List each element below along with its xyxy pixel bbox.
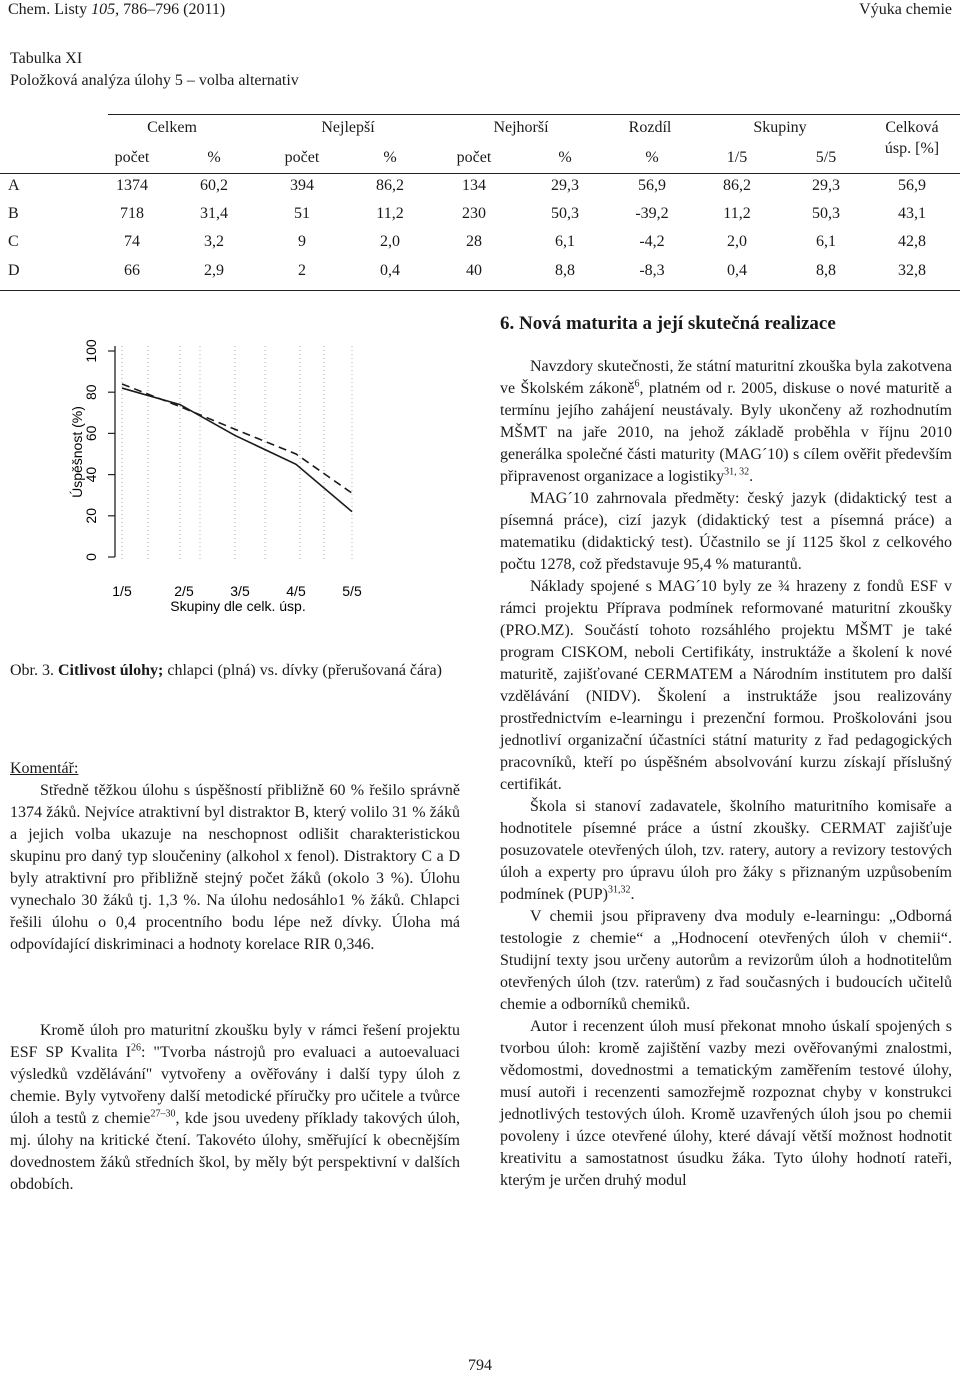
- esf-paragraph: [10, 1020, 460, 1196]
- group-header: Rozdíl: [628, 119, 672, 136]
- page-number: 794: [468, 1357, 492, 1374]
- table-cell: 134: [462, 177, 486, 194]
- table-cell: -4,2: [639, 233, 665, 250]
- journal-citation: Chem. Listy 105, 786–796 (2011): [8, 1, 226, 18]
- row-label: C: [8, 233, 19, 250]
- column-header: 1/5: [726, 149, 748, 166]
- table-cell: -8,3: [639, 262, 665, 279]
- table-top-rule: [108, 114, 960, 115]
- table-cell: 11,2: [376, 205, 404, 222]
- x-tick-label: 3/5: [230, 583, 250, 599]
- table-cell: 56,9: [638, 177, 666, 194]
- section-p1: Navzdory skutečnosti, že státní maturitní zkouška byla zakotvena ve Školském zákoně$^6$, platném od r. 2005, diskuse o nové maturitě a termínu jejího zahájení neustávaly. Byly ukončeny až rozhodnutím MŠMT na jaře 2010, na jehož základě proběhla v říjnu 2010 generálka společné části maturity (MAG´10) s cílem ověřit především připravenost organizace a logistiky$^{31, 32}$.: [500, 358, 953, 485]
- table-bottom-rule: [0, 290, 960, 291]
- table-cell: 86,2: [376, 177, 404, 194]
- table-cell: 50,3: [551, 205, 579, 222]
- table-cell: 74: [124, 233, 140, 250]
- table-cell: 3,2: [204, 233, 224, 250]
- column-header: %: [558, 149, 572, 166]
- table-cell: 42,8: [898, 233, 926, 250]
- table-cell: 718: [120, 205, 144, 222]
- column-header: 5/5: [815, 149, 837, 166]
- y-tick-label: 40: [83, 466, 99, 483]
- table-cell: 29,3: [551, 177, 579, 194]
- table-cell: 1374: [116, 177, 148, 194]
- table-header-rule: [0, 173, 960, 174]
- y-tick-label: 0: [83, 553, 99, 561]
- komentar-paragraph: [10, 780, 460, 956]
- table-cell: 56,9: [898, 177, 926, 194]
- column-header: počet: [456, 149, 492, 166]
- column-header: %: [383, 149, 397, 166]
- data-table: [0, 114, 960, 294]
- section-p5: V chemii jsou připraveny dva moduly e-learningu: „Odborná testologie z chemie“ a „Hodnocení otevřených úloh v chemii“. Studijní texty jsou určeny autorům a revizorům úloh a hodnotitelům otevřených úloh (tzv. raterům) z řad současných i budoucích učitelů chemie a odborníků chemiků.: [500, 908, 952, 1013]
- group-header: Celkem: [147, 119, 197, 136]
- table-cell: 2: [298, 262, 306, 279]
- table-cell: 0,4: [727, 262, 747, 279]
- table-cell: -39,2: [635, 205, 669, 222]
- table-cell: 40: [466, 262, 482, 279]
- row-label: A: [8, 177, 20, 194]
- section-p6: Autor i recenzent úloh musí překonat mnoho úskalí spojených s tvorbou úloh: kromě zajištění vazby mezi ověřovanými znalostmi, vědomostmi, dovednostmi a tematickým zaměřením testové úlohy, musí autoři i recenzenti samozřejmě rozpoznat chyby v konstrukci jednotlivých testových úloh. Kromě uzavřených úloh jsou po chemii povoleny i úzce otevřené úlohy, které dávají větší možnost hodnotit kreativitu a samostatnost úsudku žáka. Tyto úlohy hodnotí rateři, kterým je určen druhý modul: [500, 1018, 952, 1189]
- row-label: B: [8, 205, 19, 222]
- table-cell: 43,1: [898, 205, 926, 222]
- column-header: %: [645, 149, 659, 166]
- section-body: [500, 356, 952, 1192]
- table-cell: 31,4: [200, 205, 228, 222]
- row-label: D: [8, 262, 20, 279]
- section-heading: 6. Nová maturita a její skutečná realizace: [500, 313, 836, 334]
- y-axis-label: Úspěšnost (%): [69, 406, 85, 498]
- x-tick-label: 2/5: [174, 583, 194, 599]
- section-p2: MAG´10 zahrnovala předměty: český jazyk (didaktický test a písemná práce), cizí jazyk (didaktický test a písemná práce) a matematiku (didaktický test). Účastnilo se jí 1125 škol z celkového počtu 1278, což představuje 95,4 % maturantů.: [500, 490, 952, 573]
- x-tick-label: 4/5: [286, 583, 306, 599]
- table-label: Tabulka XI: [10, 50, 83, 67]
- column-header: počet: [284, 149, 320, 166]
- table-cell: 9: [298, 233, 306, 250]
- table-cell: 6,1: [816, 233, 836, 250]
- table-cell: 60,2: [200, 177, 228, 194]
- table-title: Položková analýza úlohy 5 – volba alternativ: [10, 72, 299, 89]
- last-header: Celková: [885, 119, 939, 136]
- table-cell: 66: [124, 262, 140, 279]
- table-cell: 394: [290, 177, 314, 194]
- group-header: Nejlepší: [321, 119, 375, 136]
- y-tick-label: 60: [83, 425, 99, 442]
- table-cell: 11,2: [723, 205, 751, 222]
- section-p4: Škola si stanoví zadavatele, školního maturitního komisaře a hodnotitele písemné práce a ústní zkoušky. CERMAT zajišťuje posuzovatele otevřených úloh, tzv. ratery, autory a revizory testových úloh a experty pro úpravu úloh pro žáky s přiznaným uzpůsobením podmínek (PUP)$^{31,32}$.: [500, 798, 952, 903]
- series-dashed-line: [122, 384, 352, 493]
- table-cell: 86,2: [723, 177, 751, 194]
- figure-caption: Obr. 3. Citlivost úlohy; chlapci (plná) vs. dívky (přerušovaná čára): [10, 662, 442, 679]
- table-cell: 2,0: [380, 233, 400, 250]
- table-cell: 2,0: [727, 233, 747, 250]
- group-header: Nejhorší: [493, 119, 549, 136]
- table-cell: 6,1: [555, 233, 575, 250]
- table-cell: 0,4: [380, 262, 400, 279]
- komentar-p1: Středně těžkou úlohu s úspěšností přibližně 60 % řešilo správně 1374 žáků. Nejvíce atraktivní byl distraktor B, který volilo 31 % žáků a jejich volba ukazuje na neschopnost odlišit charakteristickou skupinu pro daný typ sloučeniny (alkohol x fenol). Distraktory C a D byly atraktivní pro přibližně stejný počet žáků (okolo 3 %). Úlohu vynechalo 30 žáků tj. 1,3 %. Na úlohu nedosáhlo1 % žáků. Chlapci řešili úlohu o 0,4 procentního bodu lépe než dívky. Úloha má odpovídající diskriminaci a hodnoty korelace RIR 0,346.: [10, 782, 460, 953]
- y-tick-label: 20: [83, 508, 99, 524]
- x-tick-label: 1/5: [112, 583, 132, 599]
- table-cell: 28: [466, 233, 482, 250]
- esf-p: Kromě úloh pro maturitní zkoušku byly v rámci řešení projektu ESF SP Kvalita $I^{26}$: "Tvorba nástrojů pro evaluaci a autoevaluaci výsledků vzdělávání" vytvořeny a ověřovány i další typy úloh z chemie. Byly vytvořeny další metodické příručky pro učitele a tvůrce úloh a testů z chemie$^{27-30}$, kde jsou uvedeny příklady takových úloh, mj. úlohy na kritické čtení. Takovéto úlohy, směřující k obecnějším dovednostem žáků středních škol, by měly být perspektivní v dalších obdobích.: [10, 1022, 461, 1193]
- table-cell: 50,3: [812, 205, 840, 222]
- column-header: %: [207, 149, 221, 166]
- y-tick-label: 100: [83, 339, 99, 363]
- table-cell: 51: [294, 205, 310, 222]
- journal-section: Výuka chemie: [859, 1, 952, 18]
- last-header: úsp. [%]: [884, 140, 940, 157]
- table-cell: 8,8: [816, 262, 836, 279]
- table-cell: 230: [462, 205, 486, 222]
- komentar-label: Komentář:: [10, 760, 79, 777]
- table-cell: 2,9: [204, 262, 224, 279]
- column-header: počet: [114, 149, 150, 166]
- sensitivity-chart: [60, 330, 380, 615]
- table-cell: 8,8: [555, 262, 575, 279]
- series-solid-line: [122, 388, 352, 512]
- table-cell: 29,3: [812, 177, 840, 194]
- x-tick-label: 5/5: [342, 583, 362, 599]
- group-header: Skupiny: [753, 119, 807, 136]
- x-axis-label: Skupiny dle celk. úsp.: [170, 598, 306, 614]
- table-cell: 32,8: [898, 262, 926, 279]
- y-tick-label: 80: [83, 384, 99, 400]
- section-p3: Náklady spojené s MAG´10 byly ze ¾ hrazeny z fondů ESF v rámci projektu Příprava podmínek reformované maturitní zkoušky (PRO.MZ). Součástí tohoto rozsáhlého projektu MŠMT je také program CISKOM, neboli Certifikáty, instruktáže a školení k nové maturitě, zajišťované CERMATEM a Národním institutem pro další vzdělávání (NIDV). Školení a instruktáže jsou realizovány prostřednictvím e-learningu i prezenční formou. Proškolováni jsou jednotliví organizační účastníci státní maturity z řad pedagogických pracovníků, kteří po úspěšném absolvování kurzu získají příslušný certifikát.: [500, 578, 952, 793]
